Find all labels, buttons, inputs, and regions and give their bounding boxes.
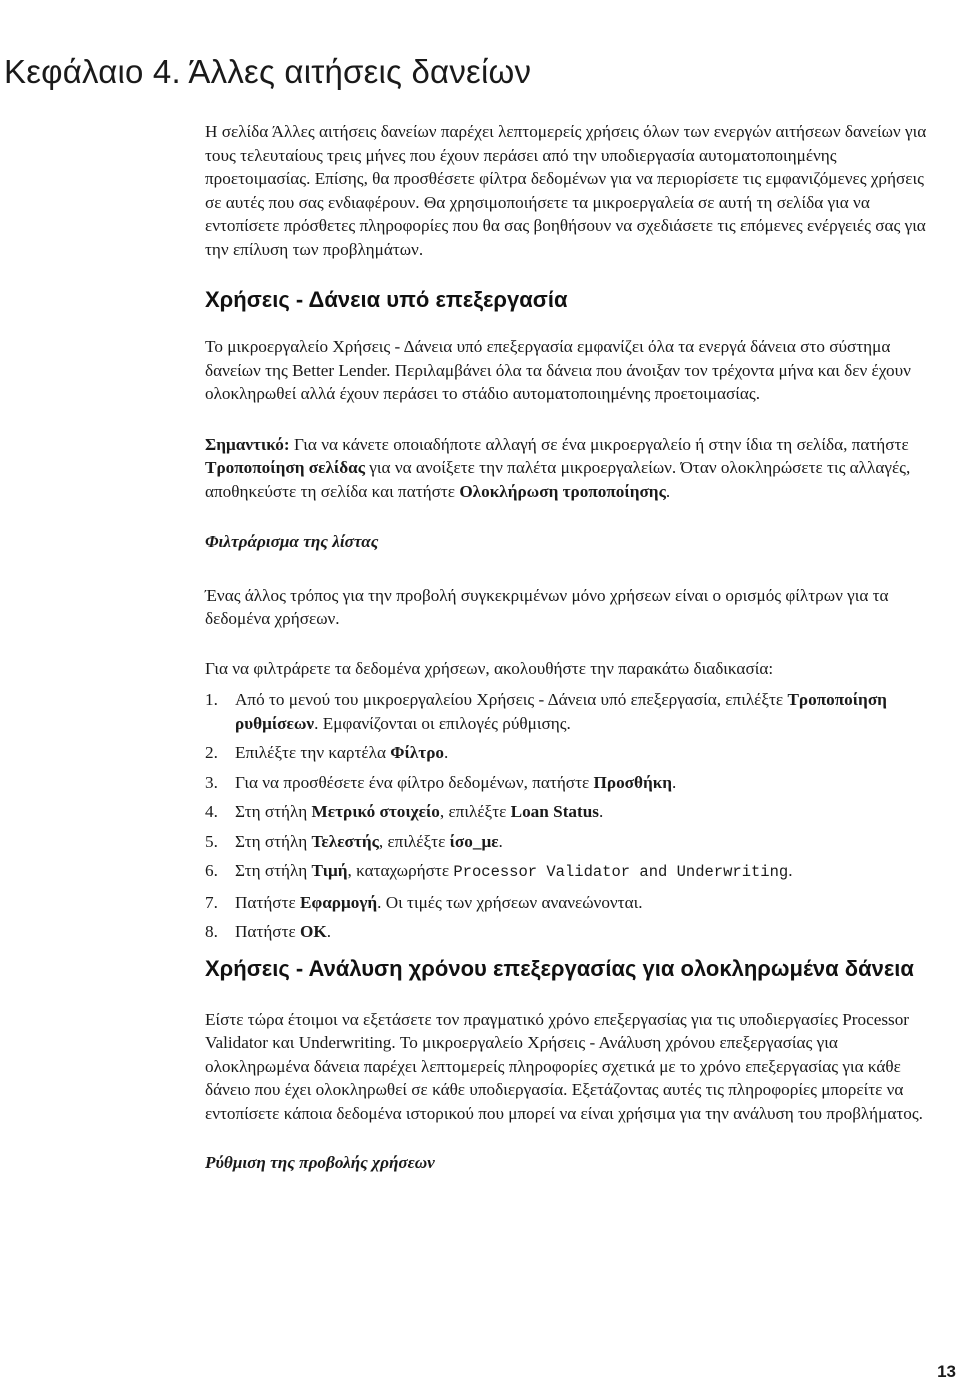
step-number: 5. bbox=[205, 831, 218, 851]
list-item bbox=[205, 830, 940, 854]
list-item bbox=[205, 891, 940, 915]
important-text-2: για να ανοίξετε την παλέτα μικροεργαλείων. Όταν ολοκληρώσετε τις αλλαγές, αποθηκεύστε τη σελίδα και πατήστε bbox=[205, 458, 911, 501]
list-item bbox=[205, 741, 940, 765]
procedure-intro: Για να φιλτράρετε τα δεδομένα χρήσεων, ακολουθήστε την παρακάτω διαδικασία: bbox=[205, 658, 774, 678]
important-note bbox=[205, 433, 940, 504]
widget-description-paragraph: Το μικροεργαλείο Χρήσεις - Δάνεια υπό επεξεργασία εμφανίζει όλα τα ενεργά δάνεια στο σύστημα δανείων της Better Lender. Περιλαμβάνει όλα τα δάνεια που άνοιξαν τον τρέχοντα μήνα και δεν έχουν ολοκληρωθεί αλλά έχουν περάσει το στάδιο αυτοματοποιημένης προετοιμασίας. bbox=[205, 337, 911, 403]
intro-paragraph: Η σελίδα Άλλες αιτήσεις δανείων παρέχει λεπτομερείς χρήσεις όλων των ενεργών αιτήσεων δανείων για τους τελευταίους τρεις μήνες που έχουν περάσει από την υποδιεργασία αυτοματοποιημένης προετοιμασίας. Επίσης, θα προσθέσετε φίλτρα δεδομένων για να περιορίσετε τις εμφανιζόμενες χρήσεις σε αυτές που σας ενδιαφέρουν. Θα χρησιμοποιήσετε τα μικροεργαλεία σε αυτή τη σελίδα για να εντοπίσετε πρόσθετες πληροφορίες που θα σας βοηθήσουν να σχεδιάσετε τις επόμενες ενέργειές σας για την επίλυση των προβλημάτων. bbox=[205, 122, 927, 259]
subheading-filtering: Φιλτράρισμα της λίστας bbox=[205, 532, 379, 551]
section-heading-processing-time: Χρήσεις - Ανάλυση χρόνου επεξεργασίας για ολοκληρωμένα δάνεια bbox=[205, 955, 914, 981]
important-text-1: Για να κάνετε οποιαδήποτε αλλαγή σε ένα μικροεργαλείο ή στην ίδια τη σελίδα, πατήστε bbox=[289, 434, 909, 454]
code-value: Processor Validator and Underwriting bbox=[453, 863, 789, 881]
list-item bbox=[205, 859, 940, 885]
step-number: 1. bbox=[205, 690, 218, 709]
page-content bbox=[205, 120, 940, 1205]
step-text: Στη στήλη Μετρικό στοιχείο, επιλέξτε Loan Status. bbox=[235, 802, 604, 821]
step-number: 3. bbox=[205, 772, 218, 792]
step-text: Στη στήλη Τελεστής, επιλέξτε ίσο_με. bbox=[235, 831, 503, 851]
step-text: Για να προσθέσετε ένα φίλτρο δεδομένων, πατήστε Προσθήκη. bbox=[235, 772, 677, 792]
procedure-steps bbox=[205, 688, 940, 944]
finish-editing-term: Ολοκλήρωση τροποποίησης bbox=[459, 481, 666, 501]
step-number: 6. bbox=[205, 861, 218, 880]
chapter-title: Κεφάλαιο 4. Άλλες αιτήσεις δανείων bbox=[4, 53, 532, 90]
list-item bbox=[205, 688, 940, 735]
step-text: Πατήστε OK. bbox=[235, 922, 332, 941]
edit-page-term: Τροποποίηση σελίδας bbox=[205, 458, 365, 477]
step-number: 8. bbox=[205, 922, 218, 941]
step-text: Στη στήλη Τιμή, καταχωρήστε Processor Validator and Underwriting. bbox=[235, 861, 793, 881]
filter-paragraph: Ένας άλλος τρόπος για την προβολή συγκεκριμένων μόνο χρήσεων είναι ο ορισμός φίλτρων για τα δεδομένα χρήσεων. bbox=[205, 585, 889, 628]
list-item bbox=[205, 800, 940, 824]
step-number: 2. bbox=[205, 743, 218, 762]
list-item bbox=[205, 920, 940, 944]
step-number: 7. bbox=[205, 892, 218, 912]
step-text: Επιλέξτε την καρτέλα Φίλτρο. bbox=[235, 743, 449, 762]
section-heading-loans-in-process: Χρήσεις - Δάνεια υπό επεξεργασία bbox=[205, 287, 568, 312]
page-number: 13 bbox=[937, 1362, 956, 1381]
important-label: Σημαντικό: bbox=[205, 434, 290, 454]
list-item bbox=[205, 771, 940, 795]
important-text-3: . bbox=[665, 481, 671, 501]
step-text: Πατήστε Εφαρμογή. Οι τιμές των χρήσεων ανανεώνονται. bbox=[235, 892, 643, 912]
processing-time-paragraph: Είστε τώρα έτοιμοι να εξετάσετε τον πραγματικό χρόνο επεξεργασίας για τις υποδιεργασίες Processor Validator και Underwriting. Το μικροεργαλείο Χρήσεις - Ανάλυση χρόνου επεξεργασίας για ολοκληρωμένα δάνεια παρέχει λεπτομερείς πληροφορίες σχετικά με το χρόνο επεξεργασίας για κάθε δάνειο που έχει ολοκληρωθεί σε κάθε υποδιεργασία. Εξετάζοντας αυτές τις πληροφορίες μπορείτε να εντοπίσετε κάποια δεδομένα ιστορικού που μπορεί να είναι χρήσιμα για την ανάλυση του προβλήματος. bbox=[205, 1009, 923, 1123]
step-number: 4. bbox=[205, 802, 218, 821]
subheading-view-setup: Ρύθμιση της προβολής χρήσεων bbox=[205, 1153, 435, 1172]
step-text: Από το μενού του μικροεργαλείου Χρήσεις - Δάνεια υπό επεξεργασία, επιλέξτε Τροποποίηση ρυθμίσεων. Εμφανίζονται οι επιλογές ρύθμισης. bbox=[235, 690, 887, 733]
